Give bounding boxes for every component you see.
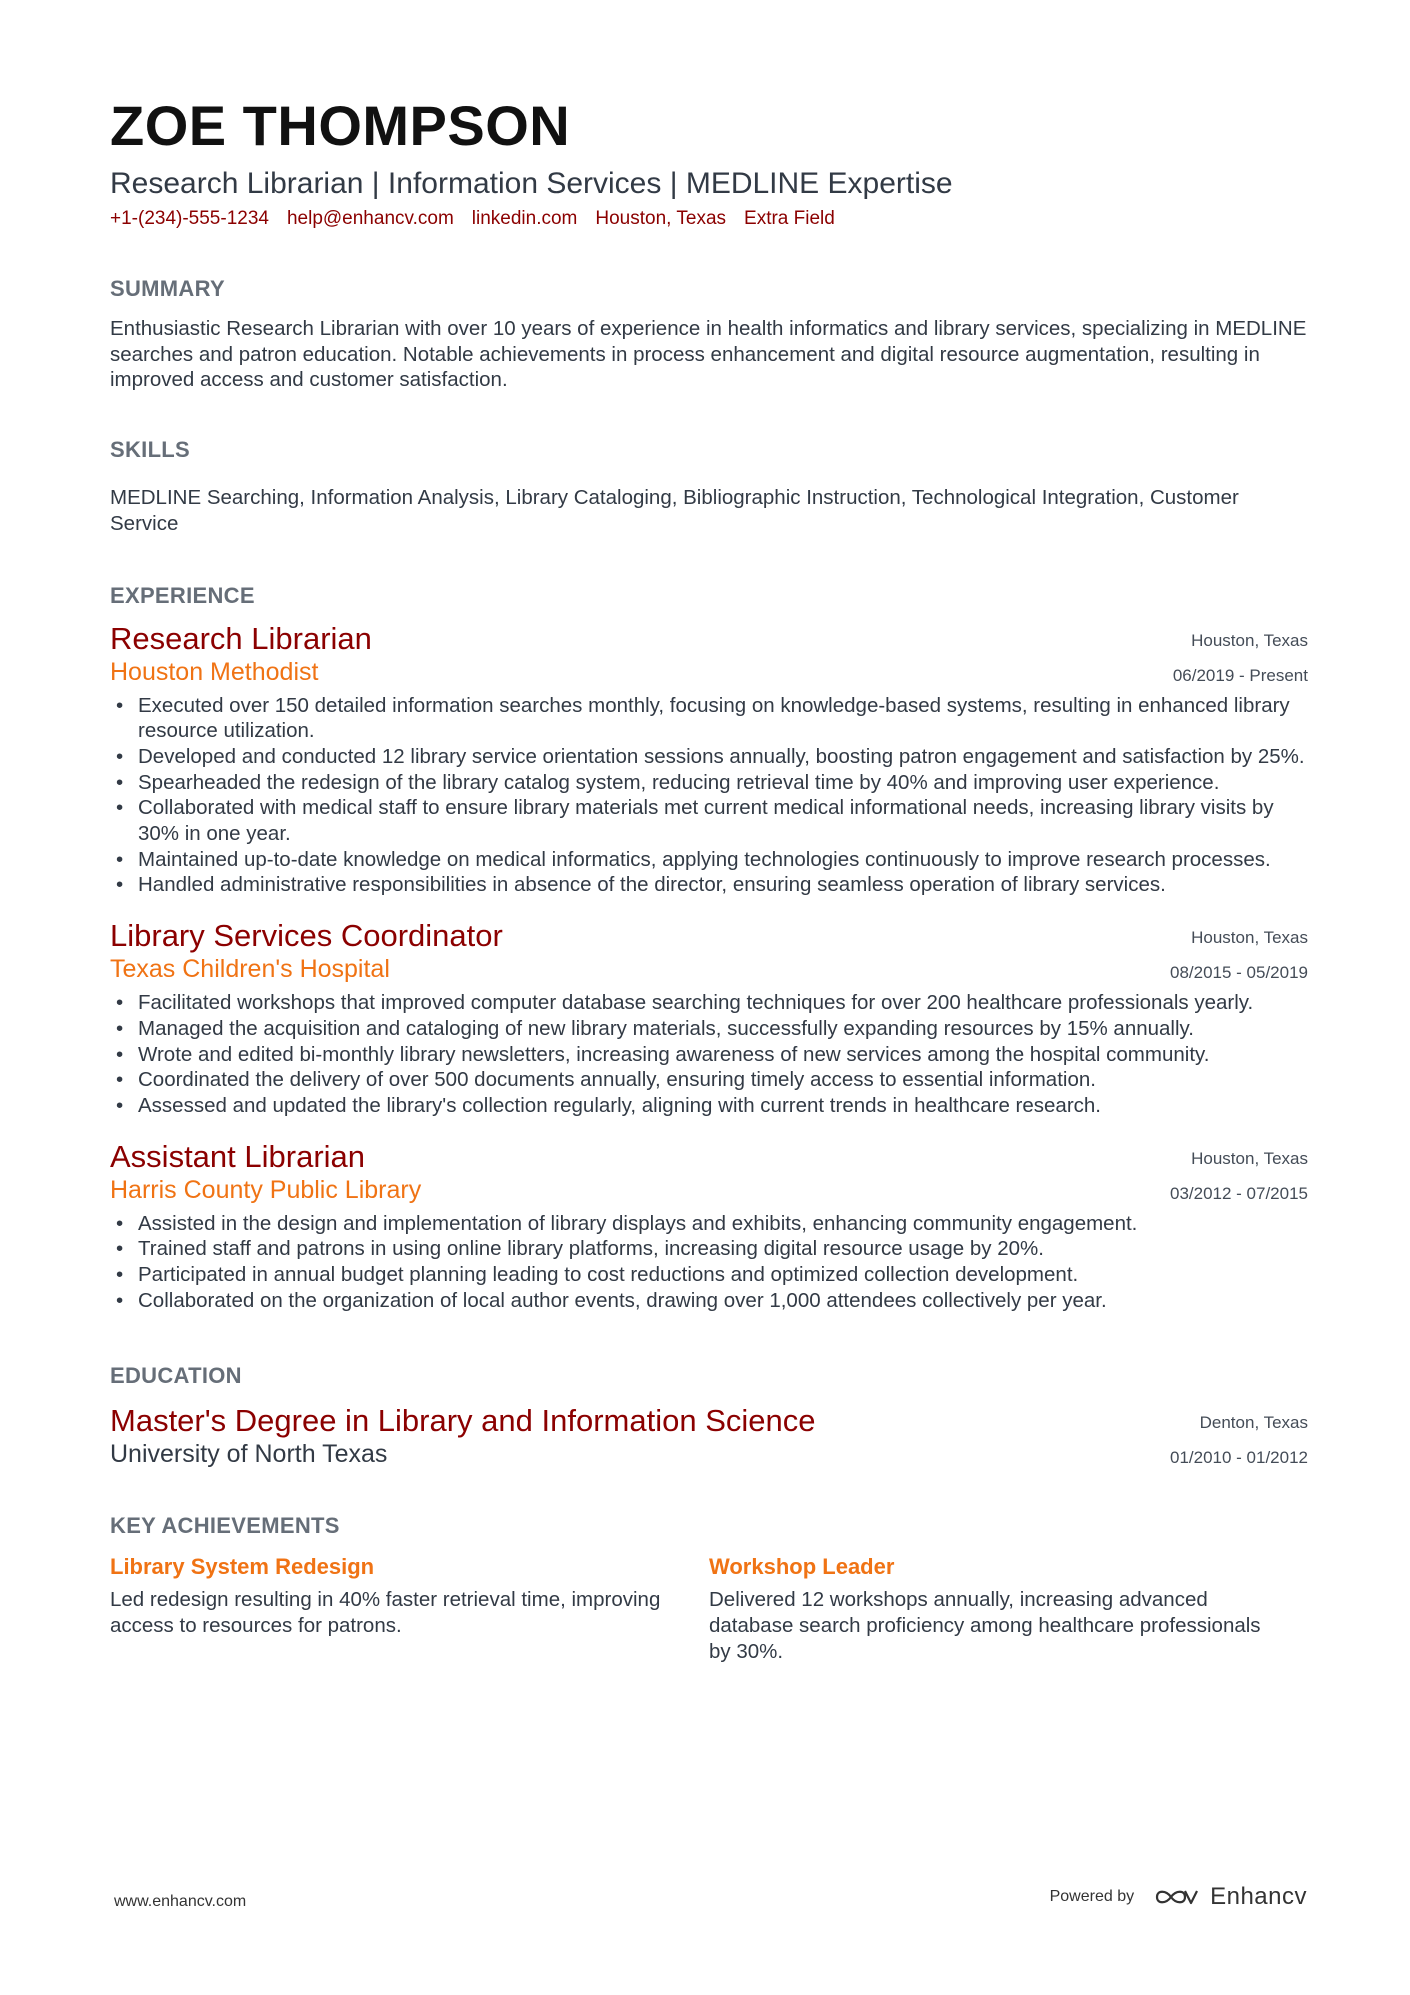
- job-bullets: [110, 1211, 1308, 1314]
- job-bullet: • Coordinated the delivery of over 500 documents annually, ensuring timely access to essential information.: [110, 1067, 1308, 1093]
- job-bullet: • Collaborated with medical staff to ensure library materials met current medical informational needs, increasing library visits by 30% in one year.: [110, 795, 1308, 846]
- job-bullet: • Handled administrative responsibilities in absence of the director, ensuring seamless operation of library services.: [110, 872, 1308, 898]
- job-organization: Texas Children's Hospital: [110, 955, 390, 984]
- contact-linkedin[interactable]: linkedin.com: [471, 208, 578, 229]
- job-dates: 06/2019 - Present: [1172, 665, 1308, 685]
- job-title: Assistant Librarian: [110, 1138, 366, 1174]
- achievements-grid: [110, 1553, 1308, 1664]
- candidate-name: ZOE THOMPSON: [110, 94, 571, 157]
- summary-section: [110, 276, 1308, 393]
- education-entry: [110, 1403, 1308, 1469]
- enhancv-logo-icon: [1154, 1885, 1200, 1909]
- skills-title: SKILLS: [110, 437, 191, 463]
- education-school: University of North Texas: [110, 1440, 388, 1469]
- job-bullet: • Collaborated on the organization of local author events, drawing over 1,000 attendees collectively per year.: [110, 1288, 1308, 1314]
- candidate-headline: Research Librarian | Information Services | MEDLINE Expertise: [110, 167, 953, 200]
- job-bullet: • Assessed and updated the library's collection regularly, aligning with current trends in healthcare research.: [110, 1093, 1308, 1119]
- resume-content: [110, 94, 1308, 1665]
- powered-by-label: Powered by: [1049, 1888, 1135, 1905]
- footer-website[interactable]: www.enhancv.com: [114, 1893, 247, 1910]
- summary-text: Enthusiastic Research Librarian with over 10 years of experience in health informatics and library services, specializing in MEDLINE searches and patron education. Notable achievements in process enhancement and digital resource augmentation, resulting in improved access and customer satisfaction.: [110, 317, 1307, 392]
- brand-name: Enhancv: [1210, 1883, 1307, 1910]
- achievements-title: KEY ACHIEVEMENTS: [110, 1513, 340, 1539]
- experience-entry-header: [110, 918, 1308, 984]
- job-bullet: • Managed the acquisition and cataloging of new library materials, successfully expanding resources by 15% annually.: [110, 1016, 1308, 1042]
- job-organization: Houston Methodist: [110, 657, 319, 686]
- experience-entry: [110, 918, 1308, 1119]
- experience-entry: [110, 621, 1308, 899]
- job-meta: [1173, 623, 1308, 693]
- achievement-item: [709, 1553, 1308, 1664]
- achievement-text: Led redesign resulting in 40% faster retrieval time, improving access to resources for patrons.: [110, 1588, 661, 1638]
- contact-location: Houston, Texas: [595, 208, 727, 229]
- achievement-title: Workshop Leader: [709, 1554, 895, 1580]
- footer-branding: [1050, 1883, 1307, 1911]
- education-section: [110, 1363, 1308, 1469]
- education-dates: 01/2010 - 01/2012: [1169, 1448, 1308, 1468]
- job-bullets: [110, 990, 1308, 1119]
- job-dates: 08/2015 - 05/2019: [1169, 963, 1308, 983]
- job-bullet: • Maintained up-to-date knowledge on medical informatics, applying technologies continuously to improve research processes.: [110, 847, 1308, 873]
- achievement-text: Delivered 12 workshops annually, increasing advanced database search proficiency among healthcare professionals by 30%.: [709, 1588, 1261, 1663]
- job-location: Houston, Texas: [1191, 1148, 1308, 1168]
- job-bullet: • Wrote and edited bi-monthly library newsletters, increasing awareness of new services among the hospital community.: [110, 1042, 1308, 1068]
- job-location: Houston, Texas: [1191, 630, 1308, 650]
- achievement-item: [110, 1553, 709, 1664]
- brand-logo[interactable]: [1154, 1883, 1307, 1911]
- job-meta: [1170, 1141, 1308, 1211]
- education-meta: [1170, 1405, 1308, 1475]
- contact-phone[interactable]: +1-(234)-555-1234: [110, 208, 269, 229]
- job-meta: [1170, 920, 1308, 990]
- job-title: Research Librarian: [110, 620, 372, 656]
- education-title: EDUCATION: [110, 1363, 242, 1389]
- job-title: Library Services Coordinator: [110, 918, 503, 954]
- education-location: Denton, Texas: [1199, 1413, 1308, 1433]
- resume-header: [110, 94, 1308, 230]
- experience-title: EXPERIENCE: [110, 582, 255, 608]
- contact-list: [110, 208, 1308, 230]
- skills-text: MEDLINE Searching, Information Analysis, Library Cataloging, Bibliographic Instruction, Technological Integration, Customer Service: [110, 486, 1239, 535]
- experience-entry-header: [110, 1139, 1308, 1205]
- job-bullets: [110, 693, 1308, 899]
- achievements-section: [110, 1513, 1308, 1664]
- contact-extra-field: Extra Field: [744, 208, 835, 229]
- job-bullet: • Developed and conducted 12 library service orientation sessions annually, boosting patron engagement and satisfaction by 25%.: [110, 744, 1308, 770]
- skills-section: [110, 437, 1308, 536]
- job-bullet: • Spearheaded the redesign of the library catalog system, reducing retrieval time by 40% and improving user experience.: [110, 770, 1308, 796]
- summary-title: SUMMARY: [110, 276, 225, 301]
- achievement-title: Library System Redesign: [110, 1554, 375, 1580]
- experience-section: [110, 583, 1308, 1314]
- experience-entry: [110, 1139, 1308, 1314]
- job-location: Houston, Texas: [1191, 928, 1308, 948]
- job-dates: 03/2012 - 07/2015: [1169, 1183, 1308, 1203]
- job-bullet: • Executed over 150 detailed information searches monthly, focusing on knowledge-based systems, resulting in enhanced library resource utilization.: [110, 693, 1308, 744]
- experience-entry-header: [110, 621, 1308, 687]
- job-bullet: • Participated in annual budget planning leading to cost reductions and optimized collection development.: [110, 1262, 1308, 1288]
- education-degree: Master's Degree in Library and Information Science: [110, 1403, 816, 1439]
- job-bullet: • Assisted in the design and implementation of library displays and exhibits, enhancing community engagement.: [110, 1211, 1308, 1237]
- job-bullet: • Facilitated workshops that improved computer database searching techniques for over 200 healthcare professionals yearly.: [110, 990, 1308, 1016]
- job-organization: Harris County Public Library: [110, 1175, 422, 1204]
- contact-email[interactable]: help@enhancv.com: [286, 208, 454, 229]
- job-bullet: • Trained staff and patrons in using online library platforms, increasing digital resource usage by 20%.: [110, 1236, 1308, 1262]
